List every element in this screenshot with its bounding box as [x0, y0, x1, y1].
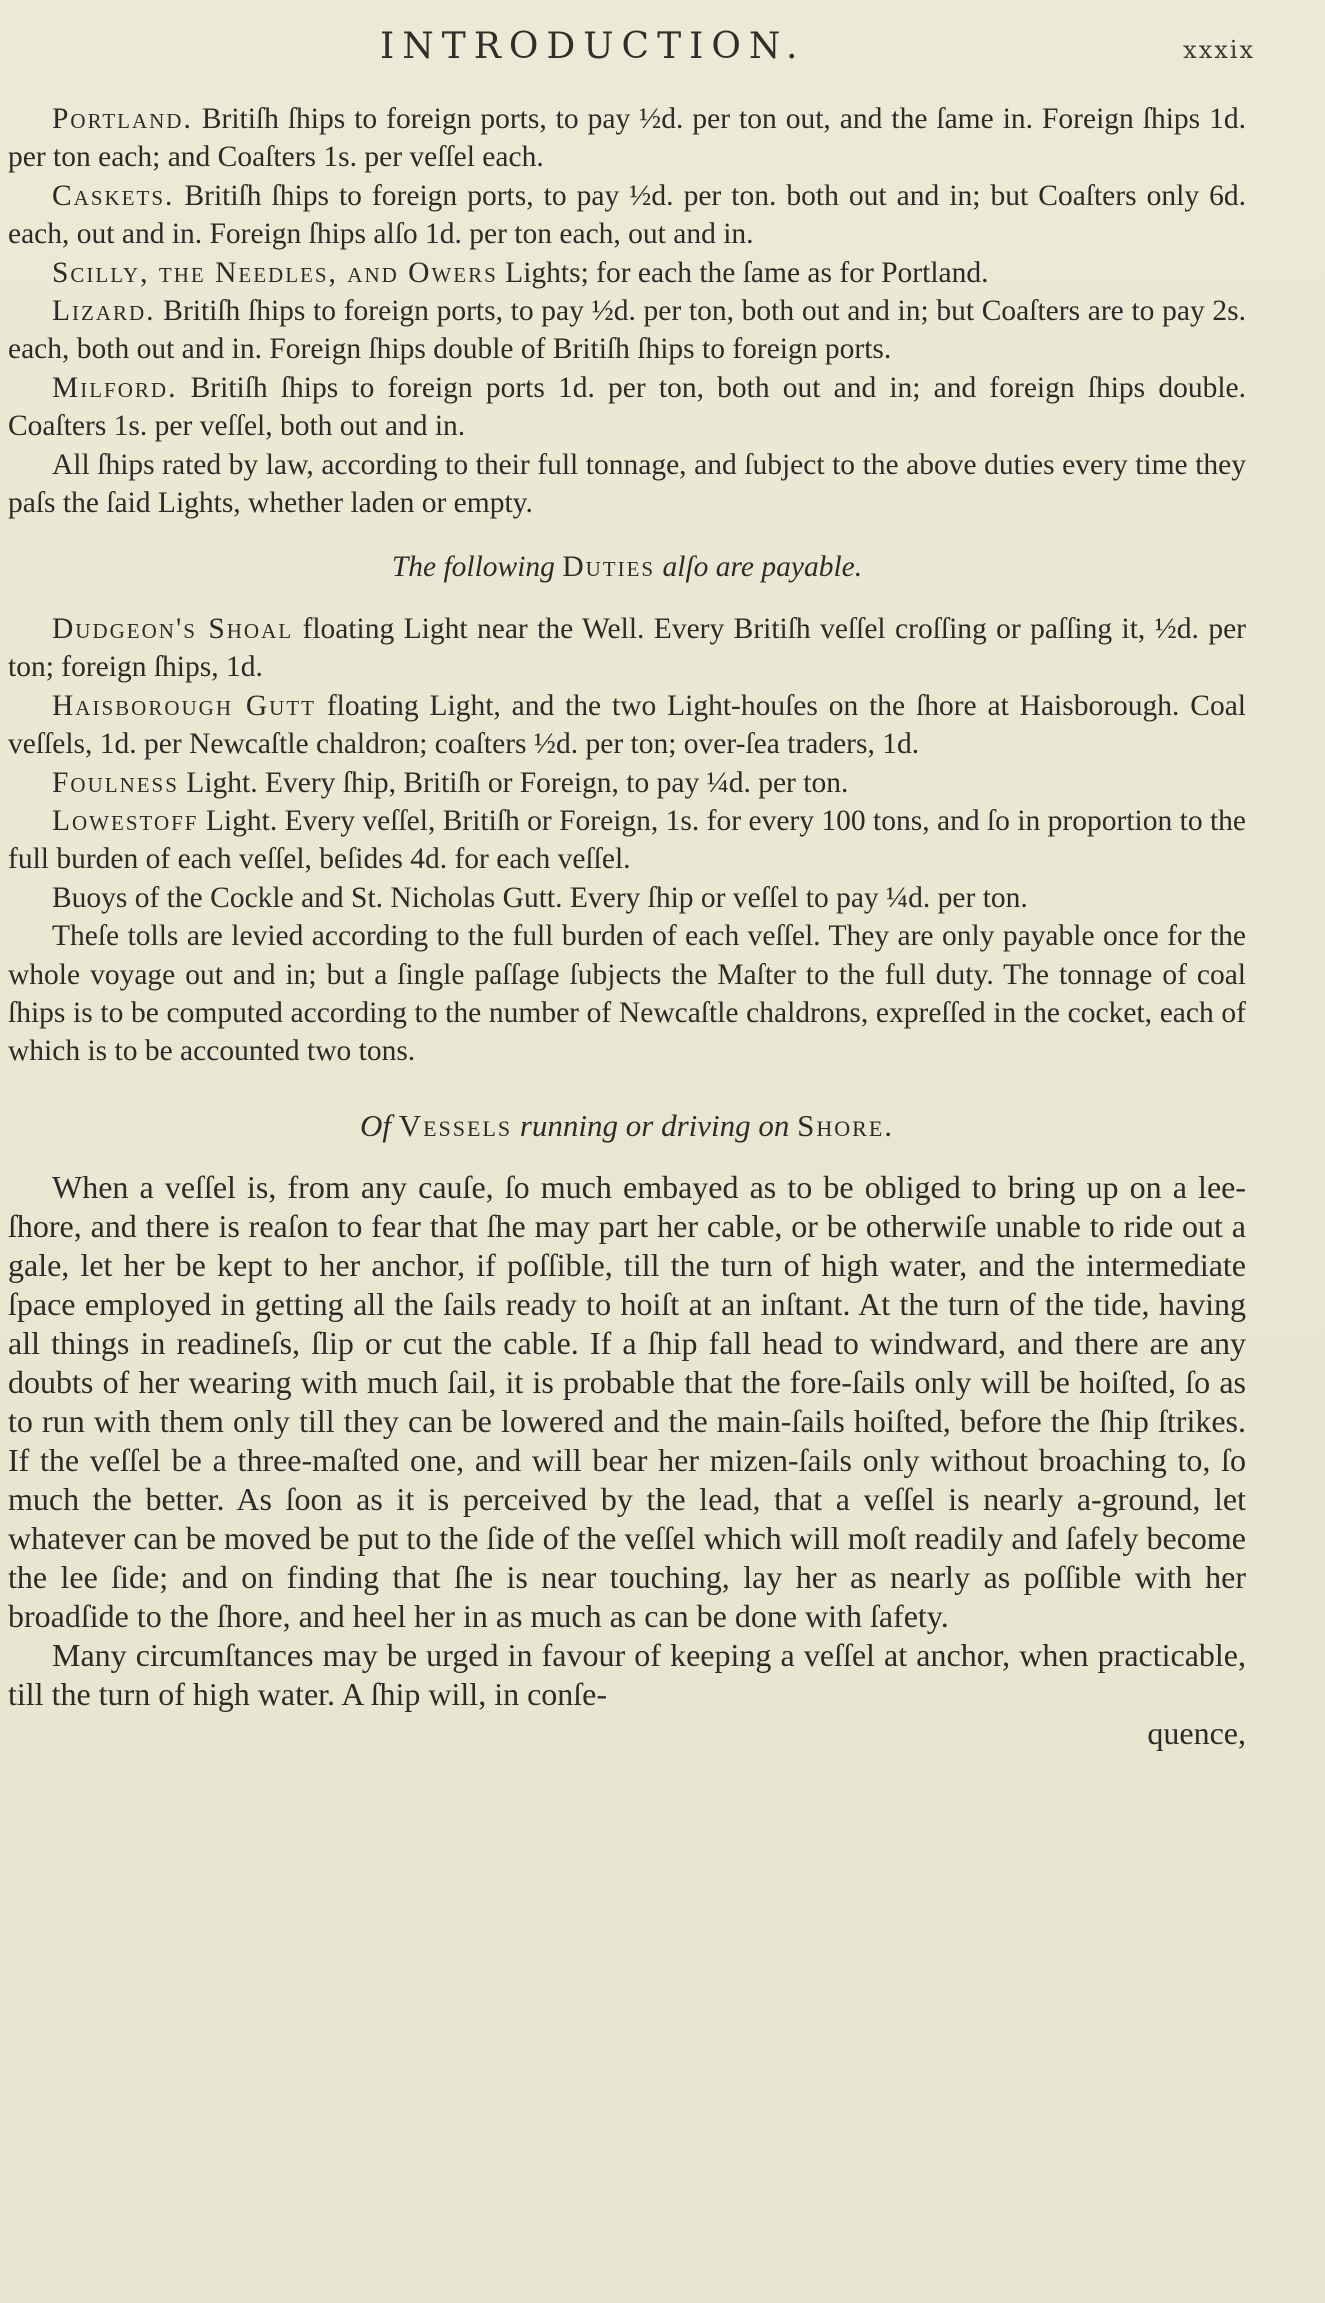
- heading-italic: Of: [359, 1107, 391, 1143]
- heading-smallcaps: Shore.: [797, 1107, 895, 1143]
- paragraph-embayed: When a veſſel is, from any cauſe, ſo much embayed as to be obliged to bring up on a lee-ſhore, and there is reaſon to fear that ſhe may part her cable, or be otherwiſe unable to ride out a gale, let her be kept to her anchor, if poſſible, till the turn of high water, and the intermediate ſpace employed in getting all the ſails ready to hoiſt at an inſtant. At the turn of the tide, having all things in readineſs, ſlip or cut the cable. If a ſhip fall head to windward, and there are any doubts of her wearing with much ſail, it is probable that the fore-ſails only will be hoiſted, ſo as to run with them only till they can be lowered and the main-ſails hoiſted, before the ſhip ſtrikes. If the veſſel be a three-maſted one, and will bear her mizen-ſails only without broaching to, ſo much the better. As ſoon as it is perceived by the lead, that a veſſel is nearly a-ground, let whatever can be moved be put to the ſide of the veſſel which will moſt readily and ſafely become the lee ſide; and on finding that ſhe is near touching, lay her as nearly as poſſible with her broadſide to the ſhore, and heel her in as much as can be done with ſafety.: [8, 1169, 1246, 1635]
- paragraph-lead: Caskets.: [52, 179, 175, 212]
- paragraph-all-ships: [8, 446, 1246, 523]
- paragraph-text: Britiſh ſhips to foreign ports, to pay ½d. per ton, both out and in; but Coaſters are to pay 2s. each, both out and in. Foreign ſhips double of Britiſh ſhips to foreign ports.: [8, 295, 1247, 366]
- paragraph-text: Light. Every ſhip, Britiſh or Foreign, to pay ¼d. per ton.: [186, 766, 849, 799]
- paragraph-scilly: [8, 254, 1246, 292]
- page-header: [0, 26, 1325, 76]
- paragraph-lead: Milford.: [52, 371, 178, 404]
- paragraph-circumstances: Many circumſtances may be urged in favour of keeping a veſſel at anchor, when practicable, till the turn of high water. A ſhip will, in conſe-: [8, 1637, 1246, 1713]
- paragraph-text: Britiſh ſhips to foreign ports, to pay ½d. per ton. both out and in; but Coaſters only 6d. each, out and in. Foreign ſhips alſo 1d. per ton each, out and in.: [8, 179, 1247, 251]
- section-heading-duties: [8, 548, 1246, 586]
- paragraph-portland: [8, 100, 1246, 177]
- paragraph-text: Britiſh ſhips to foreign ports, to pay ½d. per ton out, and the ſame in. Foreign ſhips 1d. per ton each; and Coaſters 1s. per veſſel each.: [8, 103, 1246, 174]
- paragraph-text: Light. Every veſſel, Britiſh or Foreign, 1s. for every 100 tons, and ſo in proportion to the full burden of each veſſel, beſides 4d. for each veſſel.: [8, 804, 1247, 876]
- paragraph-lead: Foulness: [52, 766, 179, 799]
- paragraph-lead: Scilly, the Needles, and Owers: [52, 256, 498, 289]
- paragraph-text: floating Light near the Well. Every Britiſh veſſel croſſing or paſſing it, ½d. per ton; foreign ſhips, 1d.: [8, 612, 1246, 684]
- heading-smallcaps: Duties: [562, 551, 656, 584]
- heading-italic: running or driving on: [519, 1107, 790, 1143]
- heading-italic: The following: [391, 551, 555, 584]
- shore-section: [8, 1168, 1246, 1753]
- running-head: INTRODUCTION.: [380, 26, 806, 67]
- paragraph-text: Theſe tolls are levied according to the full burden of each veſſel. They are only payable once for the whole voyage out and in; but a ſingle paſſage ſubjects the Maſter to the full duty. The tonnage of coal ſhips is to be computed according to the number of Newcaſtle chaldrons, expreſſed in the cocket, each of which is to be accounted two tons.: [8, 920, 1246, 1068]
- heading-smallcaps: Vessels: [398, 1107, 513, 1143]
- paragraph-text: Lights; for each the ſame as for Portland.: [505, 256, 989, 289]
- paragraph-lead: Portland.: [52, 103, 193, 135]
- paragraph-lead: Haisborough Gutt: [52, 689, 316, 722]
- paragraph-text: All ſhips rated by law, according to their full tonnage, and ſubject to the above duties every time they paſs the ſaid Lights, whether laden or empty.: [8, 448, 1246, 520]
- paragraph-tolls: [8, 917, 1246, 1071]
- catchword: quence,: [1147, 1715, 1246, 1752]
- heading-italic: alſo are payable.: [662, 551, 863, 584]
- page-number: xxxix: [1183, 36, 1255, 64]
- paragraph-lowestoff: [8, 802, 1246, 879]
- paragraph-lead: Lowestoff: [52, 804, 199, 837]
- paragraph-haisborough: [8, 687, 1246, 764]
- paragraph-foulness: [8, 764, 1246, 802]
- paragraph-buoys: [8, 879, 1246, 917]
- paragraph-text: Buoys of the Cockle and St. Nicholas Gutt. Every ſhip or veſſel to pay ¼d. per ton.: [52, 881, 1028, 914]
- paragraph-dudgeon: [8, 610, 1246, 687]
- paragraph-text: floating Light, and the two Light-houſes on the ſhore at Haisborough. Coal veſſels, 1d. per Newcaſtle chaldron; coaſters ½d. per ton; over-ſea traders, 1d.: [8, 689, 1247, 761]
- paragraph-text: Britiſh ſhips to foreign ports 1d. per ton, both out and in; and foreign ſhips double. Coaſters 1s. per veſſel, both out and in.: [8, 371, 1246, 443]
- paragraph-caskets: [8, 177, 1246, 254]
- page-body: [8, 100, 1246, 1753]
- paragraph-milford: [8, 369, 1246, 446]
- paragraph-lead: Lizard.: [52, 295, 156, 328]
- section-heading-shore: [8, 1107, 1246, 1145]
- paragraph-lizard: [8, 292, 1246, 369]
- paragraph-lead: Dudgeon's Shoal: [52, 612, 294, 645]
